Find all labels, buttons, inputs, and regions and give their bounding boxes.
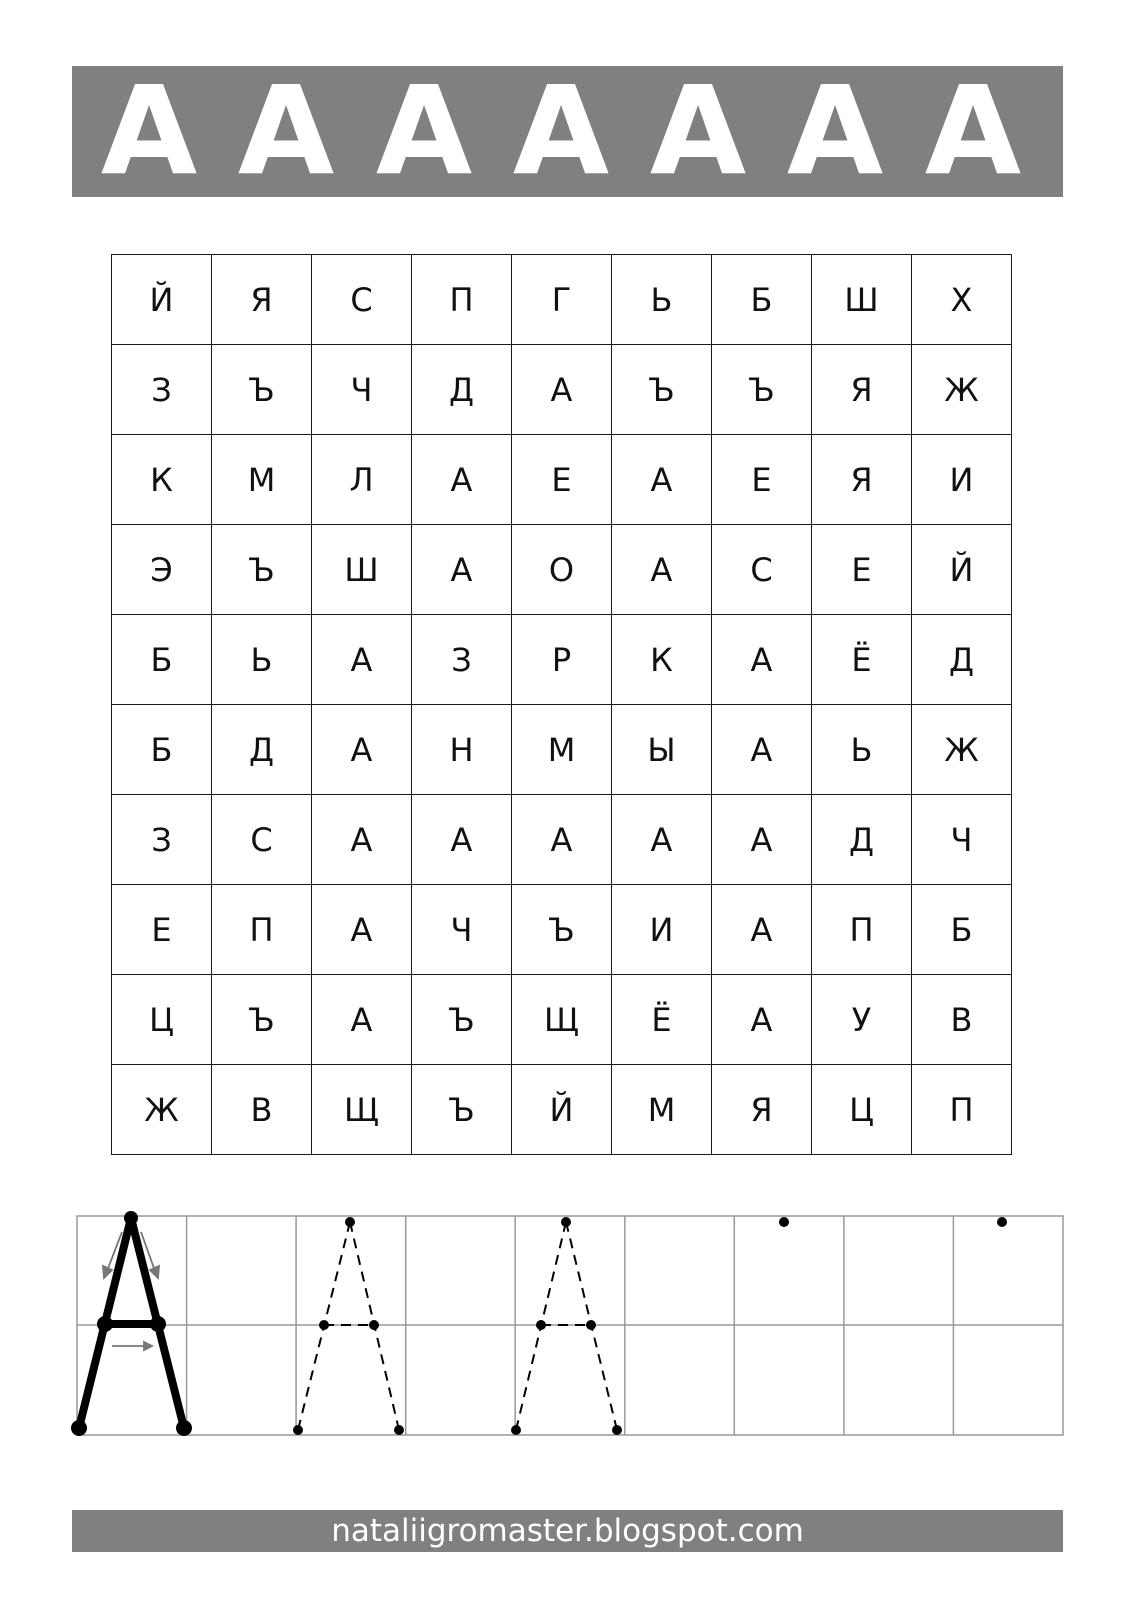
grid-cell: Ь: [812, 705, 912, 795]
grid-cell: Ч: [312, 345, 412, 435]
grid-cell: Щ: [512, 975, 612, 1065]
grid-cell: А: [412, 525, 512, 615]
banner-letter: А: [375, 60, 473, 202]
grid-cell: Ъ: [512, 885, 612, 975]
grid-cell: Ё: [612, 975, 712, 1065]
grid-cell: Й: [112, 255, 212, 345]
grid-cell: Н: [412, 705, 512, 795]
grid-cell: А: [312, 615, 412, 705]
grid-cell: А: [712, 795, 812, 885]
grid-cell: Я: [712, 1065, 812, 1155]
grid-cell: Л: [312, 435, 412, 525]
grid-cell: А: [312, 885, 412, 975]
grid-cell: З: [412, 615, 512, 705]
grid-cell: А: [312, 975, 412, 1065]
grid-cell: Д: [812, 795, 912, 885]
grid-cell: Ч: [912, 795, 1012, 885]
grid-cell: Ц: [812, 1065, 912, 1155]
grid-cell: Ъ: [212, 975, 312, 1065]
grid-cell: К: [112, 435, 212, 525]
grid-cell: У: [812, 975, 912, 1065]
grid-cell: Ъ: [712, 345, 812, 435]
grid-cell: А: [612, 435, 712, 525]
banner-letter: А: [649, 60, 747, 202]
grid-cell: Ч: [412, 885, 512, 975]
start-dot: [779, 1217, 789, 1227]
grid-cell: П: [812, 885, 912, 975]
grid-cell: З: [112, 345, 212, 435]
grid-cell: Ё: [812, 615, 912, 705]
grid-cell: Ъ: [412, 975, 512, 1065]
banner-letter: А: [512, 60, 610, 202]
grid-cell: Ж: [112, 1065, 212, 1155]
grid-cell: М: [512, 705, 612, 795]
grid-cell: Ш: [312, 525, 412, 615]
tracing-guide-grid: [77, 1216, 1063, 1435]
grid-cell: А: [412, 795, 512, 885]
grid-cell: С: [212, 795, 312, 885]
banner-letter: А: [100, 60, 198, 202]
grid-cell: П: [412, 255, 512, 345]
grid-cell: Щ: [312, 1065, 412, 1155]
dashed-trace-letter: [511, 1217, 622, 1435]
grid-cell: З: [112, 795, 212, 885]
grid-cell: С: [312, 255, 412, 345]
grid-cell: Ы: [612, 705, 712, 795]
grid-cell: А: [612, 525, 712, 615]
grid-cell: Я: [812, 345, 912, 435]
grid-cell: Я: [812, 435, 912, 525]
grid-cell: В: [212, 1065, 312, 1155]
grid-cell: И: [912, 435, 1012, 525]
grid-cell: Э: [112, 525, 212, 615]
grid-cell: Д: [912, 615, 1012, 705]
grid-cell: А: [312, 705, 412, 795]
grid-cell: Б: [112, 705, 212, 795]
grid-cell: А: [612, 795, 712, 885]
grid-cell: Ь: [612, 255, 712, 345]
dashed-trace-letter: [293, 1217, 404, 1435]
grid-cell: Б: [112, 615, 212, 705]
grid-cell: Г: [512, 255, 612, 345]
grid-cell: Д: [412, 345, 512, 435]
grid-cell: Ш: [812, 255, 912, 345]
grid-cell: П: [912, 1065, 1012, 1155]
example-letter: [71, 1211, 192, 1436]
grid-cell: П: [212, 885, 312, 975]
grid-cell: Е: [712, 435, 812, 525]
grid-cell: В: [912, 975, 1012, 1065]
grid-cell: Х: [912, 255, 1012, 345]
grid-cell: Ъ: [212, 525, 312, 615]
grid-cell: К: [612, 615, 712, 705]
grid-cell: Я: [212, 255, 312, 345]
banner-letter: А: [237, 60, 335, 202]
start-dot: [997, 1217, 1007, 1227]
grid-cell: А: [712, 705, 812, 795]
grid-cell: Ь: [212, 615, 312, 705]
grid-cell: Д: [212, 705, 312, 795]
grid-cell: Ъ: [612, 345, 712, 435]
grid-cell: А: [412, 435, 512, 525]
banner-letter: А: [786, 60, 884, 202]
grid-cell: А: [312, 795, 412, 885]
grid-cell: Й: [912, 525, 1012, 615]
grid-cell: А: [712, 975, 812, 1065]
grid-cell: Б: [912, 885, 1012, 975]
grid-cell: Б: [712, 255, 812, 345]
banner-letter: А: [924, 60, 1022, 202]
grid-cell: М: [212, 435, 312, 525]
grid-cell: Ж: [912, 705, 1012, 795]
grid-cell: О: [512, 525, 612, 615]
grid-cell: Ж: [912, 345, 1012, 435]
grid-cell: Ц: [112, 975, 212, 1065]
grid-cell: А: [512, 795, 612, 885]
grid-cell: Е: [512, 435, 612, 525]
grid-cell: И: [612, 885, 712, 975]
grid-cell: Й: [512, 1065, 612, 1155]
grid-cell: Е: [812, 525, 912, 615]
grid-cell: А: [712, 615, 812, 705]
footer-url: nataliigromaster.blogspot.com: [72, 1510, 1063, 1552]
grid-cell: Е: [112, 885, 212, 975]
grid-cell: Р: [512, 615, 612, 705]
grid-cell: Ъ: [412, 1065, 512, 1155]
grid-cell: А: [512, 345, 612, 435]
grid-cell: Ъ: [212, 345, 312, 435]
grid-cell: М: [612, 1065, 712, 1155]
grid-cell: А: [712, 885, 812, 975]
grid-cell: С: [712, 525, 812, 615]
